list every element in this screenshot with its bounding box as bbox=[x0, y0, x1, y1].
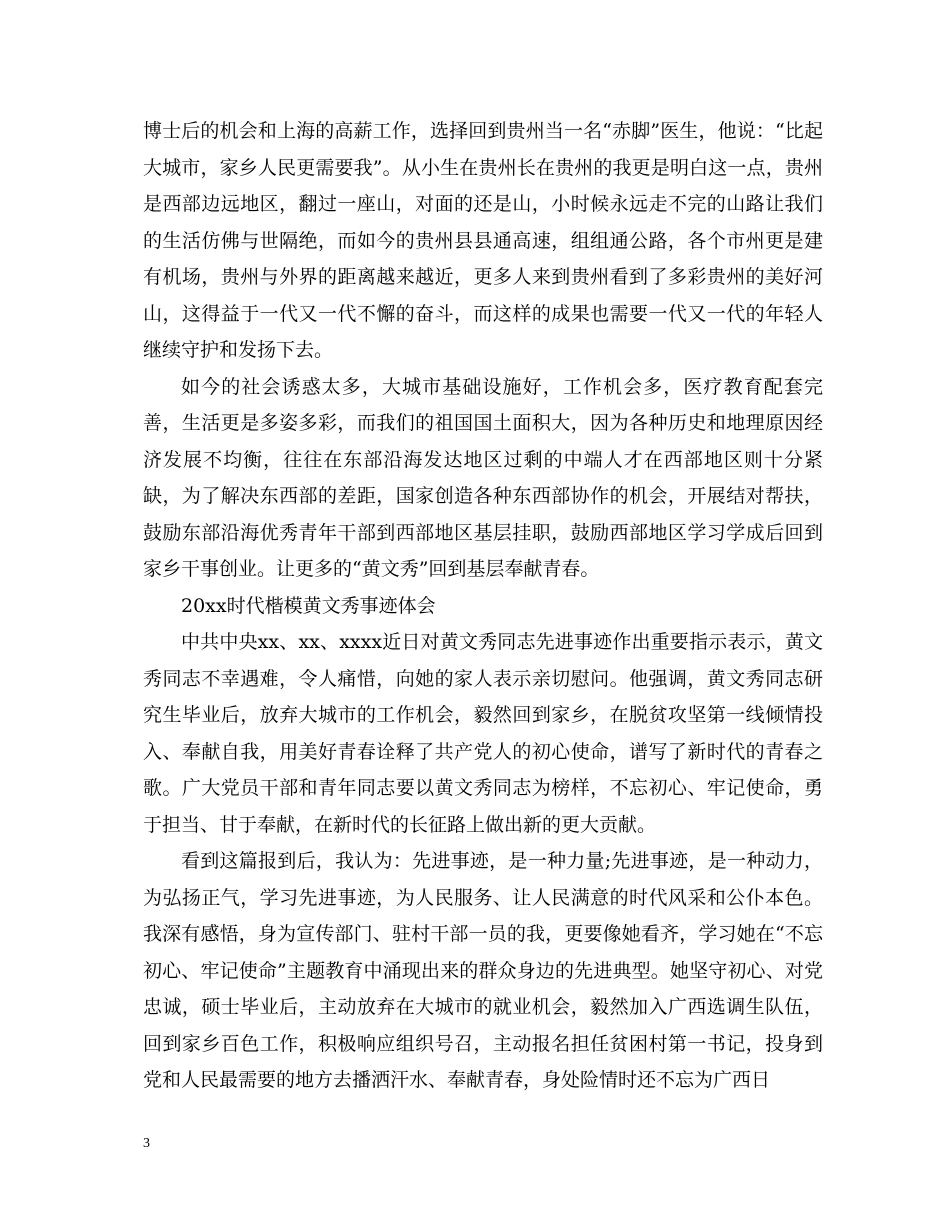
page-number: 3 bbox=[143, 1136, 150, 1151]
document-body bbox=[143, 113, 823, 1099]
paragraph-reflection: 看到这篇报到后，我认为：先进事迹，是一种力量;先进事迹，是一种动力，为弘扬正气，学习先进事迹，为人民服务、让人民满意的时代风采和公仆本色。我深有感悟，身为宣传部门、驻村干部一员的我，更要像她看齐，学习她在“不忘初心、牢记使命”主题教育中涌现出来的群众身边的先进典型。她坚守初心、对党忠诚，硕士毕业后，主动放弃在大城市的就业机会，毅然加入广西选调生队伍，回到家乡百色工作，积极响应组织号召，主动报名担任贫困村第一书记，投身到党和人民最需要的地方去播洒汗水、奉献青春，身处险情时还不忘为广西日 bbox=[143, 850, 823, 1091]
paragraph-continuation: 博士后的机会和上海的高薪工作，选择回到贵州当一名“赤脚”医生，他说：“比起大城市，家乡人民更需要我”。从小生在贵州长在贵州的我更是明白这一点，贵州是西部边远地区，翻过一座山，对面的还是山，小时候永远走不完的山路让我们的生活仿佛与世隔绝，而如今的贵州县县通高速，组组通公路，各个市州更是建有机场，贵州与外界的距离越来越近，更多人来到贵州看到了多彩贵州的美好河山，这得益于一代又一代不懈的奋斗，而这样的成果也需要一代又一代的年轻人继续守护和发扬下去。 bbox=[143, 120, 823, 361]
paragraph-central-committee: 中共中央xx、xx、xxxx近日对黄文秀同志先进事迹作出重要指示表示，黄文秀同志不幸遇难，令人痛惜，向她的家人表示亲切慰问。他强调，黄文秀同志研究生毕业后，放弃大城市的工作机会，毅然回到家乡，在脱贫攻坚第一线倾情投入、奉献自我，用美好青春诠释了共产党人的初心使命，谱写了新时代的青春之歌。广大党员干部和青年同志要以黄文秀同志为榜样，不忘初心、牢记使命，勇于担当、甘于奉献，在新时代的长征路上做出新的更大贡献。 bbox=[143, 631, 823, 836]
section-heading: 20xx时代楷模黄文秀事迹体会 bbox=[181, 594, 436, 617]
paragraph-social-temptation: 如今的社会诱惑太多，大城市基础设施好，工作机会多，医疗教育配套完善，生活更是多姿多彩，而我们的祖国国土面积大，因为各种历史和地理原因经济发展不均衡，往往在东部沿海发达地区过剩的中端人才在西部地区则十分紧缺，为了解决东西部的差距，国家创造各种东西部协作的机会，开展结对帮扶，鼓励东部沿海优秀青年干部到西部地区基层挂职，鼓励西部地区学习学成后回到家乡干事创业。让更多的“黄文秀”回到基层奉献青春。 bbox=[143, 375, 823, 580]
